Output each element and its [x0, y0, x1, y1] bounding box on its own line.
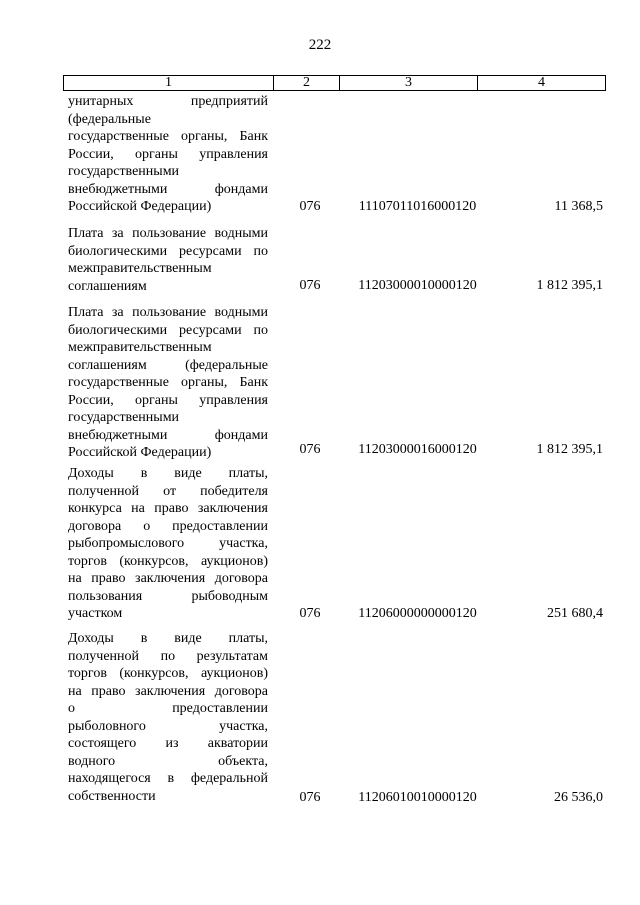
description-line: пользования рыбоводным — [68, 588, 268, 604]
budget-classification-code: 11203000010000120 — [358, 278, 477, 293]
amount: 1 812 395,1 — [536, 278, 603, 293]
description-line: России, органы управления — [68, 146, 268, 162]
description-line: о предоставлении — [68, 701, 268, 716]
description-line: торгов (конкурсов, аукционов) — [68, 553, 268, 569]
row-description — [68, 304, 268, 462]
description-line: внебюджетными фондами — [68, 427, 268, 443]
column-header-2: 2 — [274, 76, 340, 91]
column-header-4: 4 — [478, 76, 606, 91]
description-line: унитарных предприятий — [68, 94, 268, 109]
description-line: Доходы в виде платы, — [68, 466, 268, 481]
description-line: соглашениям — [68, 278, 147, 294]
description-line: государственные органы, Банк — [68, 129, 268, 144]
description-line: государственными — [68, 410, 180, 425]
budget-classification-code: 11203000016000120 — [358, 442, 477, 457]
description-line: собственности — [68, 788, 156, 804]
budget-classification-code: 11206010010000120 — [358, 790, 477, 805]
description-line: межправительственным — [68, 261, 212, 276]
description-line: Доходы в виде платы, — [68, 631, 268, 646]
description-line: (федеральные — [68, 111, 151, 127]
column-header-3: 3 — [340, 76, 478, 91]
description-line: Российской Федерации) — [68, 445, 212, 460]
row-description — [68, 93, 268, 216]
admin-code: 076 — [299, 790, 321, 805]
row-description — [68, 225, 268, 295]
amount: 11 368,5 — [554, 199, 603, 214]
description-line: состоящего из акватории — [68, 736, 268, 751]
description-line: участком — [68, 606, 123, 621]
description-line: на право заключения договора — [68, 683, 268, 699]
admin-code: 076 — [299, 199, 321, 214]
page-number: 222 — [308, 37, 332, 53]
admin-code: 076 — [299, 606, 321, 621]
description-line: договора о предоставлении — [68, 518, 268, 534]
description-line: государственные органы, Банк — [68, 375, 268, 390]
description-line: конкурса на право заключения — [68, 501, 268, 516]
description-line: водного объекта, — [68, 753, 268, 769]
description-line: биологическими ресурсами по — [68, 243, 268, 259]
description-line: внебюджетными фондами — [68, 181, 268, 197]
description-line: Плата за пользование водными — [68, 305, 268, 320]
description-line: рыбопромыслового участка, — [68, 536, 268, 551]
amount: 251 680,4 — [547, 606, 603, 621]
description-line: полученной от победителя — [68, 483, 268, 499]
description-line: рыболовного участка, — [68, 718, 268, 734]
description-line: на право заключения договора — [68, 571, 268, 586]
budget-classification-code: 11107011016000120 — [358, 199, 477, 214]
description-line: торгов (конкурсов, аукционов) — [68, 666, 268, 681]
amount: 1 812 395,1 — [536, 442, 603, 457]
description-line: России, органы управления — [68, 392, 268, 408]
description-line: биологическими ресурсами по — [68, 322, 268, 338]
description-line: Плата за пользование водными — [68, 226, 268, 241]
column-header-row — [63, 75, 606, 91]
description-line: соглашениям (федеральные — [68, 357, 268, 373]
description-line: находящегося в федеральной — [68, 771, 268, 786]
row-description — [68, 465, 268, 623]
description-line: полученной по результатам — [68, 648, 268, 664]
admin-code: 076 — [299, 278, 321, 293]
admin-code: 076 — [299, 442, 321, 457]
row-description — [68, 630, 268, 805]
budget-classification-code: 11206000000000120 — [358, 606, 477, 621]
description-line: межправительственным — [68, 340, 212, 355]
description-line: Российской Федерации) — [68, 199, 212, 214]
amount: 26 536,0 — [554, 790, 603, 805]
column-header-1: 1 — [64, 76, 274, 91]
description-line: государственными — [68, 164, 180, 179]
